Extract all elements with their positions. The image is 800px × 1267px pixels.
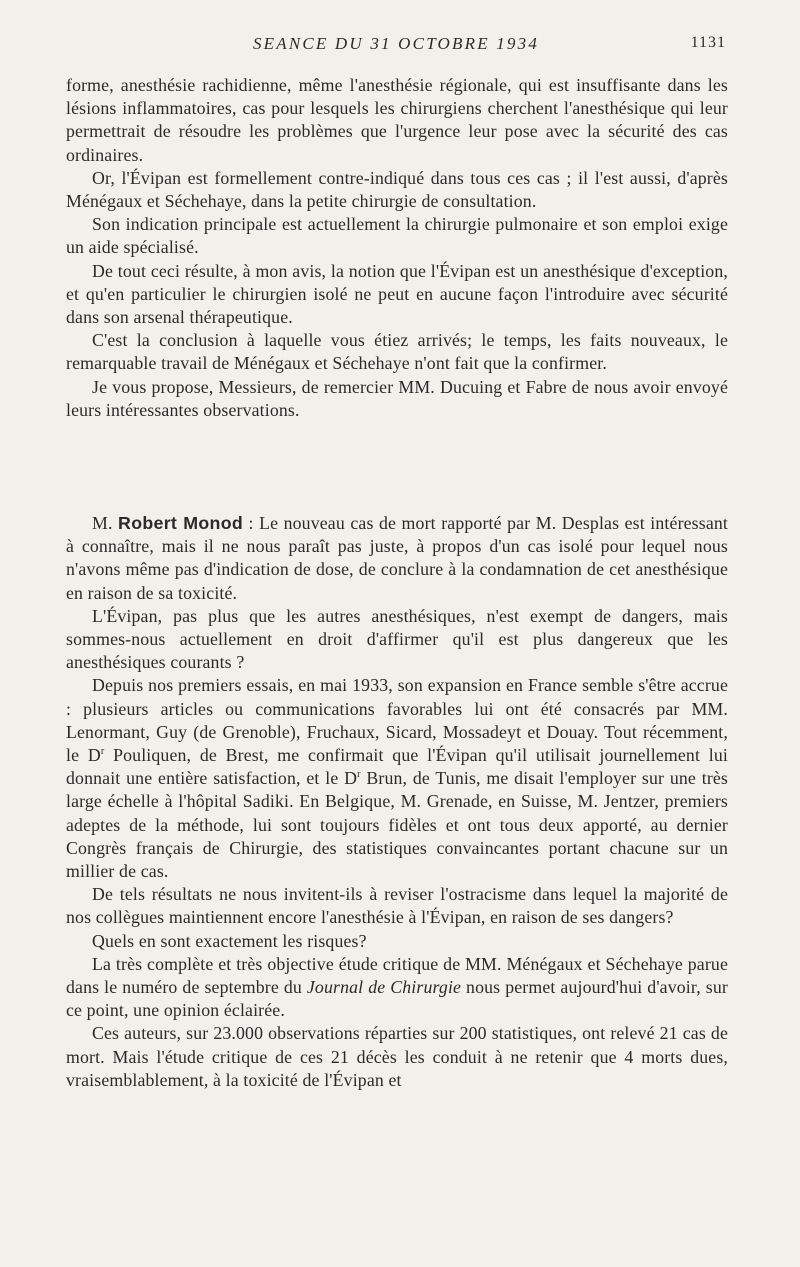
paragraph xyxy=(66,674,728,883)
paragraph: De tels résultats ne nous invitent-ils à reviser l'ostracisme dans lequel la majorité de nos collègues maintiennent encore l'anesthésie à l'Évipan, en raison de ses dangers? xyxy=(66,884,728,928)
superscript: r xyxy=(357,769,361,781)
report-conclusion-section xyxy=(66,74,728,422)
paragraph: L'Évipan, pas plus que les autres anesthésiques, n'est exempt de dangers, mais sommes-nous actuellement en droit d'affirmer qu'il est plus dangereux que les anesthésiques courants ? xyxy=(66,605,728,673)
paragraph: De tout ceci résulte, à mon avis, la notion que l'Évipan est un anesthésique d'exception, et qu'en particulier le chirurgien isolé ne peut en aucune façon l'introduire avec sécurité dans son arsenal thérapeutique. xyxy=(66,260,728,328)
running-title: SEANCE DU 31 OCTOBRE 1934 xyxy=(252,34,540,53)
page-number: 1131 xyxy=(690,34,726,51)
paragraph-text: : Le nouveau cas de mort rapporté par M. Desplas est intéressant à connaître, mais il ne nous paraît pas juste, à propos d'un cas isolé pour lequel nous n'avons même pas d'indication de dose, de conclure à la condamnation de cet anesthésique en raison de sa toxicité. xyxy=(66,513,728,603)
superscript: r xyxy=(100,746,105,758)
paragraph-text: La très complète et très objective étude critique de MM. Ménégaux et Séchehaye parue dans le numéro de septembre du xyxy=(66,953,728,998)
paragraph-text: nous permet aujourd'hui d'avoir, sur ce point, une opinion éclairée. xyxy=(66,977,728,1021)
paragraph: forme, anesthésie rachidienne, même l'anesthésie régionale, qui est insuffisante dans les lésions inflammatoires, cas pour lesquels les chirurgiens cherchent l'anesthésique qui leur permettrait de résoudre les problèmes que l'urgence leur pose avec la sécurité des cas ordinaires. xyxy=(66,75,728,165)
paragraph: Ces auteurs, sur 23.000 observations réparties sur 200 statistiques, ont relevé 21 cas de mort. Mais l'étude critique de ces 21 décès les conduit à ne retenir que 4 morts dues, vraisemblablement, à la toxicité de l'Évipan et xyxy=(66,1023,728,1090)
running-head xyxy=(66,34,726,56)
paragraph xyxy=(66,953,728,1023)
journal-title: Journal de Chirurgie xyxy=(306,977,462,998)
speaker-name: Robert Monod xyxy=(118,513,244,533)
speaker-prefix: M. xyxy=(92,513,113,533)
paragraph-text: Brun, de Tunis, me disait l'employer sur une très large échelle à l'hôpital Sadiki. En Belgique, M. Grenade, en Suisse, M. Jentzer, premiers adeptes de la méthode, lui sont toujours fidèles et ont tous deux apporté, au dernier Congrès français de Chirurgie, des statistiques convaincantes portant chacune sur un millier de cas. xyxy=(66,768,728,882)
paragraph xyxy=(66,512,728,605)
paragraph-text: Pouliquen, de Brest, me confirmait que l'Évipan qu'il utilisait journellement lui donnait une entière satisfaction, et le D xyxy=(66,745,729,789)
robert-monod-discussion xyxy=(66,512,728,1092)
paragraph: Quels en sont exactement les risques? xyxy=(92,930,367,951)
paragraph: Or, l'Évipan est formellement contre-indiqué dans tous ces cas ; il l'est aussi, d'après Ménégaux et Séchehaye, dans la petite chirurgie de consultation. xyxy=(66,167,728,212)
paragraph: Son indication principale est actuellement la chirurgie pulmonaire et son emploi exige un aide spécialisé. xyxy=(66,214,728,258)
paragraph: C'est la conclusion à laquelle vous étiez arrivés; le temps, les faits nouveaux, le remarquable travail de Ménégaux et Séchehaye n'ont fait que la confirmer. xyxy=(66,330,728,374)
paragraph: Je vous propose, Messieurs, de remercier MM. Ducuing et Fabre de nous avoir envoyé leurs intéressantes observations. xyxy=(66,376,728,420)
paragraph-text: Depuis nos premiers essais, en mai 1933, son expansion en France semble s'être accrue : plusieurs articles ou communications favorables lui ont été consacrés par MM. Lenormant, Guy (de Grenoble), Fruchaux, Sicard, Mossadeyt et Douay. Tout récemment, le D xyxy=(66,675,728,766)
